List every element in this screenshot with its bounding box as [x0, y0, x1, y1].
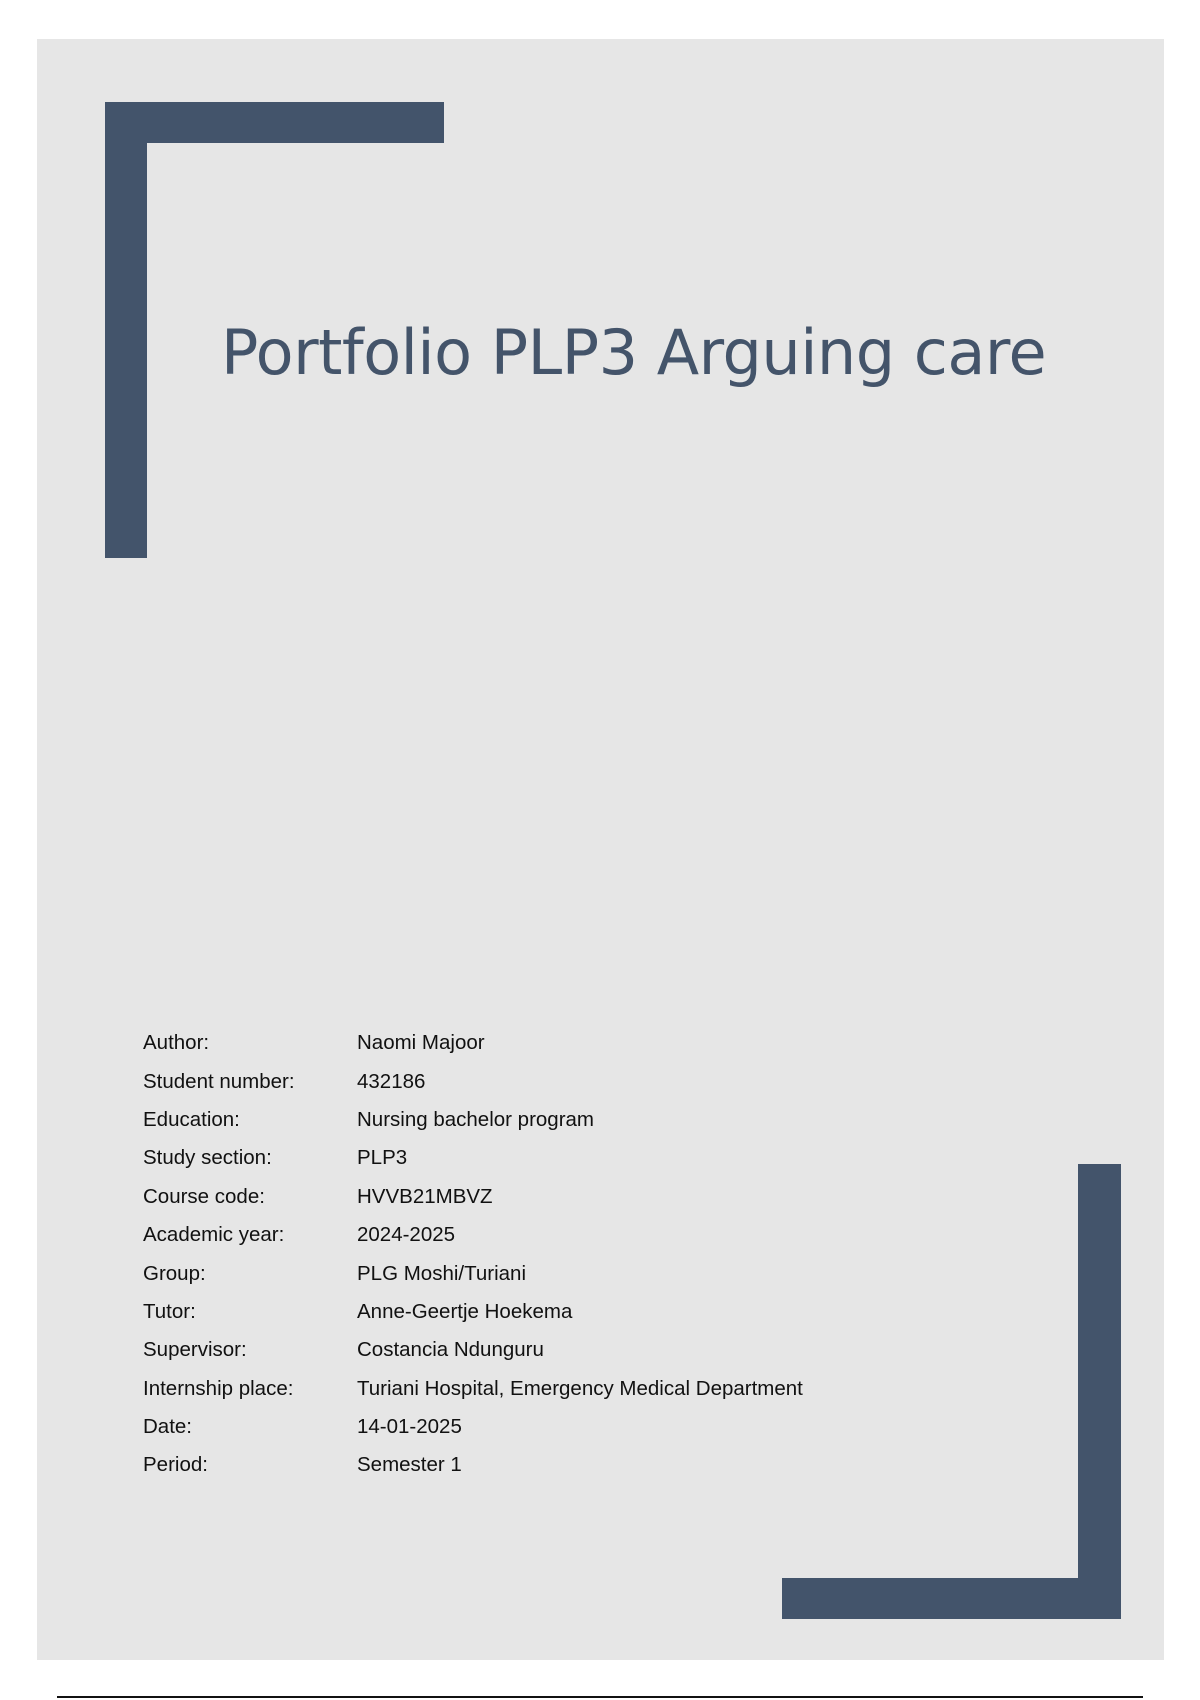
- detail-label: Study section:: [143, 1146, 272, 1170]
- detail-row-period: [143, 1446, 803, 1484]
- detail-label: Academic year:: [143, 1223, 285, 1247]
- detail-label: Education:: [143, 1107, 240, 1131]
- detail-row-group: [143, 1254, 803, 1292]
- detail-label: Date:: [143, 1415, 192, 1439]
- detail-value: Nursing bachelor program: [357, 1107, 595, 1131]
- detail-value: PLG Moshi/Turiani: [357, 1261, 526, 1285]
- detail-value: PLP3: [357, 1146, 408, 1170]
- detail-row-student-number: [143, 1062, 803, 1100]
- detail-label: Student number:: [143, 1069, 295, 1093]
- detail-row-academic-year: [143, 1216, 803, 1254]
- detail-value: Naomi Majoor: [357, 1031, 485, 1055]
- document-details-list: [143, 1024, 803, 1485]
- detail-value: Turiani Hospital, Emergency Medical Department: [357, 1376, 803, 1400]
- detail-value: HVVB21MBVZ: [357, 1184, 493, 1208]
- detail-row-date: [143, 1408, 803, 1446]
- bottom-right-corner-bracket-horizontal: [782, 1578, 1121, 1619]
- top-left-corner-bracket-horizontal: [105, 102, 444, 143]
- detail-value: 432186: [357, 1069, 426, 1093]
- footer-divider-line: [57, 1696, 1143, 1698]
- detail-label: Group:: [143, 1261, 206, 1285]
- detail-label: Period:: [143, 1453, 208, 1477]
- detail-row-education: [143, 1101, 803, 1139]
- detail-label: Internship place:: [143, 1376, 294, 1400]
- detail-value: Semester 1: [357, 1453, 462, 1477]
- detail-label: Supervisor:: [143, 1338, 247, 1362]
- detail-label: Course code:: [143, 1184, 265, 1208]
- detail-value: Anne-Geertje Hoekema: [357, 1299, 573, 1323]
- top-left-corner-bracket-vertical: [105, 102, 147, 558]
- detail-row-supervisor: [143, 1331, 803, 1369]
- detail-value: 2024-2025: [357, 1223, 456, 1247]
- detail-label: Tutor:: [143, 1299, 196, 1323]
- detail-row-author: [143, 1024, 803, 1062]
- detail-row-tutor: [143, 1293, 803, 1331]
- detail-value: Costancia Ndunguru: [357, 1338, 544, 1362]
- detail-row-internship-place: [143, 1370, 803, 1408]
- detail-row-study-section: [143, 1139, 803, 1177]
- detail-label: Author:: [143, 1031, 210, 1055]
- detail-row-course-code: [143, 1178, 803, 1216]
- detail-value: 14-01-2025: [357, 1415, 462, 1439]
- document-title: Portfolio PLP3 Arguing care: [221, 316, 1047, 389]
- bottom-right-corner-bracket-vertical: [1078, 1164, 1121, 1619]
